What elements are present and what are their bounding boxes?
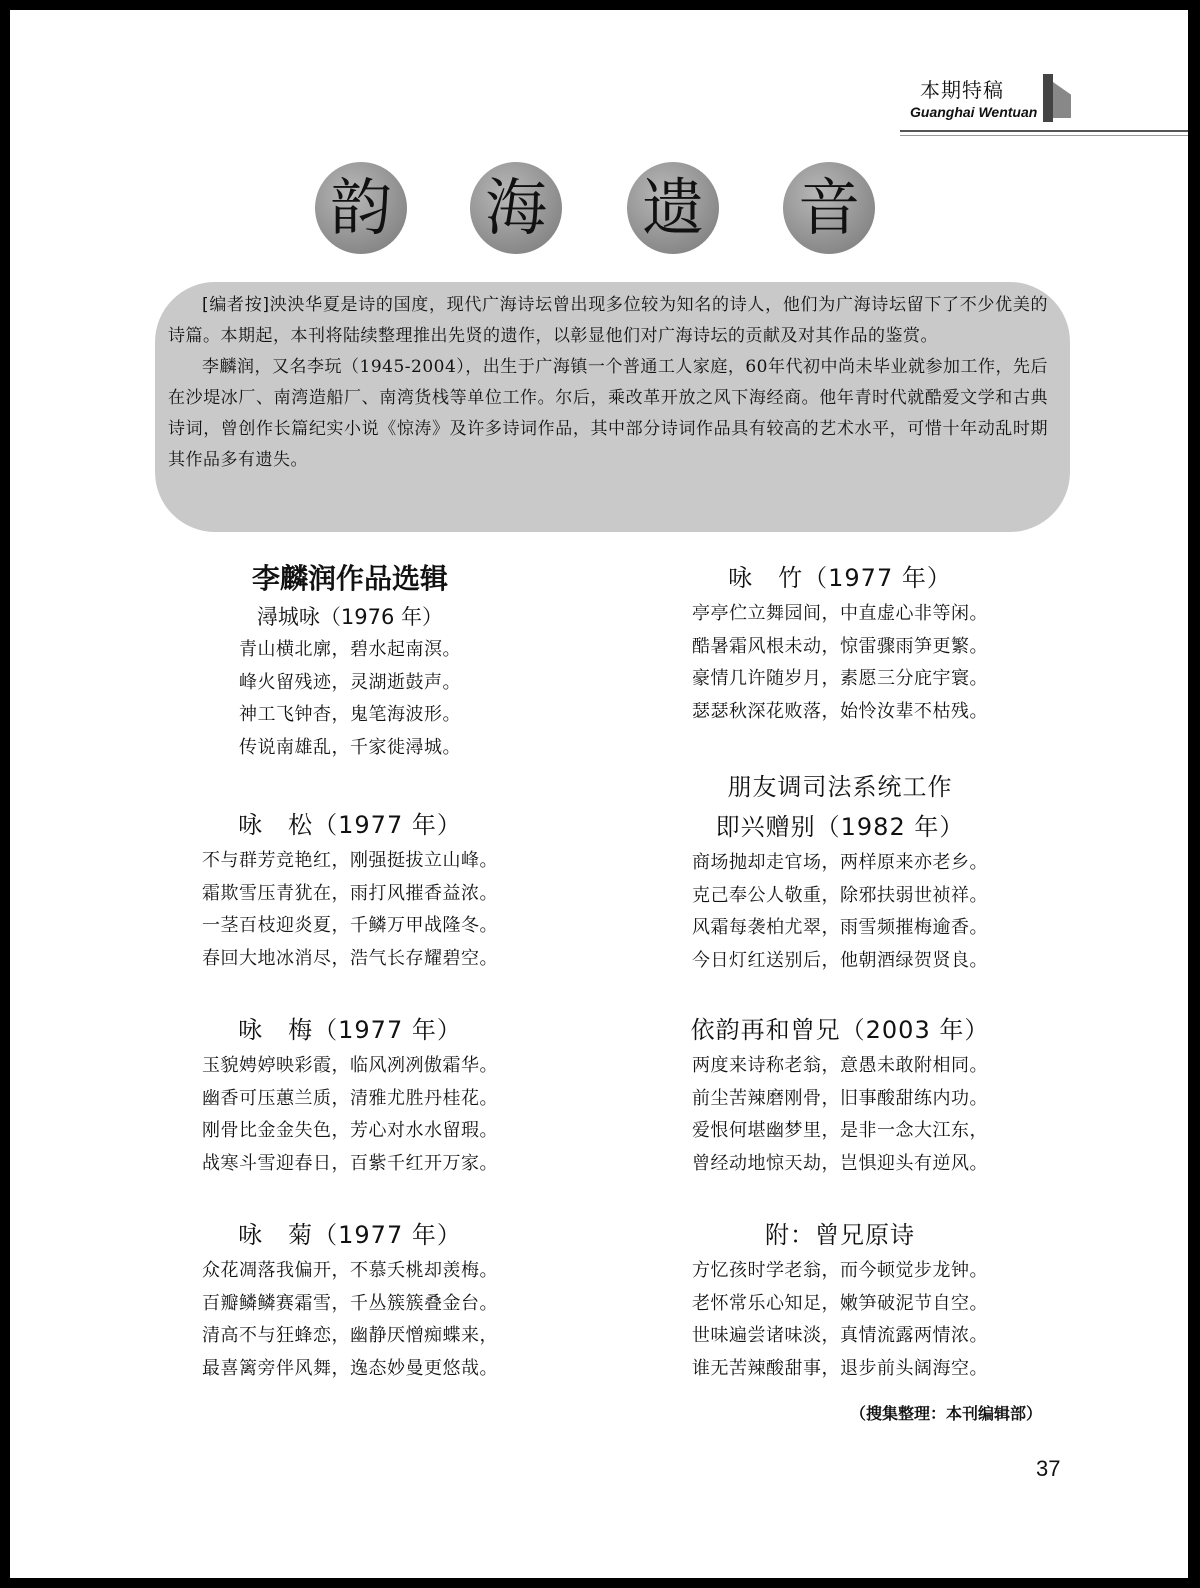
note-paragraph: [168, 352, 1048, 476]
poem-line: 春回大地冰消尽，浩气长存耀碧空。: [202, 947, 498, 969]
poem-line: 克己奉公人敬重，除邪扶弱世祯祥。: [692, 884, 988, 906]
header-rule-thin: [900, 135, 1188, 136]
poem-title: 附：曾兄原诗: [765, 1221, 915, 1249]
poem-line: 老怀常乐心知足，嫩笋破泥节自空。: [692, 1292, 988, 1314]
left-column: [160, 558, 540, 764]
header-flag-icon: [1053, 82, 1071, 118]
collection-title: 李麟润作品选辑: [251, 562, 448, 595]
note-paragraph: [168, 290, 1048, 352]
title-char: 韵: [329, 171, 392, 244]
editor-note: [168, 290, 1048, 476]
magazine-page: [10, 10, 1188, 1578]
title-circle: [627, 162, 719, 254]
poem-block: [650, 1215, 1030, 1385]
poem-block: [650, 767, 1030, 977]
poem-line: 爱恨何堪幽梦里，是非一念大江东，: [692, 1120, 988, 1141]
poem-line: 最喜篱旁伴风舞，逸态妙曼更悠哉。: [202, 1357, 498, 1379]
poem-block: [160, 805, 540, 975]
poem-line: 世味遍尝诸味淡，真情流露两情浓。: [692, 1325, 988, 1346]
poem-line: 一茎百枝迎炎夏，千鳞万甲战隆冬。: [202, 915, 498, 936]
poem-line: 前尘苦辣磨刚骨，旧事酸甜练内功。: [692, 1087, 988, 1109]
title-circle: [470, 162, 562, 254]
poem-block: [160, 1215, 540, 1385]
poem-line: 风霜每袭柏尤翠，雨雪频摧梅逾香。: [692, 917, 988, 938]
header-bar-icon: [1043, 74, 1053, 122]
poem-line: 两度来诗称老翁，意愚未敢附相同。: [692, 1055, 988, 1076]
poem-line: 刚骨比金金失色，芳心对水水留瑕。: [202, 1120, 498, 1141]
poem-line: 清高不与狂蜂恋，幽静厌憎痴蝶来，: [202, 1325, 498, 1346]
poem-line: 不与群芳竞艳红，刚强挺拔立山峰。: [202, 850, 498, 871]
poem-line: 众花凋落我偏开，不慕夭桃却羡梅。: [202, 1260, 498, 1281]
poem-line: 今日灯红送别后，他朝酒绿贺贤良。: [692, 949, 988, 971]
note-text: 泱泱华夏是诗的国度，现代广海诗坛曾出现多位较为知名的诗人，他们为广海诗坛留下了不少优美的诗篇。本期起，本刊将陆续整理推出先贤的遗作，以彰显他们对广海诗坛的贡献及对其作品的鉴赏。: [168, 295, 1049, 346]
poem-block: [160, 1010, 540, 1180]
poem-line: 玉貌娉婷映彩霞，临风冽冽傲霜华。: [202, 1055, 498, 1076]
poem-line: 瑟瑟秋深花败落，始怜汝辈不枯残。: [692, 700, 988, 722]
section-title: 本期特稿: [920, 78, 1004, 102]
poem-line: 谁无苦辣酸甜事，退步前头阔海空。: [692, 1357, 988, 1379]
poem-title-line2: 即兴赠别（1982 年）: [715, 813, 965, 841]
poem-line: 亭亭伫立舞园间，中直虚心非等闲。: [692, 603, 988, 624]
poem-line: 霜欺雪压青犹在，雨打风摧香益浓。: [202, 882, 498, 904]
poem-line: 战寒斗雪迎春日，百紫千红开万家。: [202, 1152, 498, 1174]
poem-line: 峰火留残迹，灵湖逝鼓声。: [239, 671, 461, 693]
poem-line: 神工飞钟杳，鬼笔海波形。: [239, 704, 461, 725]
title-char: 海: [484, 171, 547, 244]
section-header: [910, 68, 1070, 128]
section-subtitle: Guanghai Wentuan: [910, 104, 1038, 120]
title-circle: [783, 162, 875, 254]
author-name: 李麟润: [202, 357, 255, 377]
poem-block: [650, 558, 1030, 728]
poem-line: 曾经动地惊天劫，岂惧迎头有逆风。: [692, 1152, 988, 1174]
title-char: 音: [797, 171, 860, 244]
poem-title: 依韵再和曾兄（2003 年）: [690, 1016, 990, 1044]
poem-title: 咏 竹（1977 年）: [728, 564, 952, 592]
poem-line: 百瓣鳞鳞赛霜雪，千丛簇簇叠金台。: [202, 1292, 498, 1314]
credit-line: （搜集整理：本刊编辑部）: [850, 1404, 1043, 1423]
title-char: 遗: [641, 171, 704, 244]
note-label: [编者按]: [202, 295, 270, 315]
poem-line: 幽香可压蕙兰质，清雅尤胜丹桂花。: [202, 1087, 498, 1109]
poem-block: [650, 1010, 1030, 1180]
poem-line: 青山横北廓，碧水起南溟。: [239, 639, 461, 660]
poem-title: 咏 松（1977 年）: [238, 811, 462, 839]
author-bio: ，又名李玩（1945-2004），出生于广海镇一个普通工人家庭，60年代初中尚未毕业就参加工作，先后在沙堤冰厂、南湾造船厂、南湾货栈等单位工作。尔后，乘改革开放之风下海经商。他年青时代就酷爱文学和古典诗词，曾创作长篇纪实小说《惊涛》及许多诗词作品，其中部分诗词作品具有较高的艺术水平，可惜十年动乱时期其作品多有遗失。: [168, 357, 1049, 470]
poem-line: 豪情几许随岁月，素愿三分庇宇寰。: [692, 668, 988, 689]
poem-title: 朋友调司法系统工作: [727, 773, 953, 801]
poem-title: 咏 菊（1977 年）: [238, 1221, 462, 1249]
page-number: 37: [1036, 1456, 1061, 1481]
poem-title: 潯城咏（1976 年）: [256, 605, 444, 629]
poem-line: 商场抛却走官场，两样原来亦老乡。: [692, 852, 988, 873]
title-circle: [315, 162, 407, 254]
poem-line: 酷暑霜风根未动，惊雷骤雨笋更繁。: [692, 635, 988, 657]
poem-line: 方忆孩时学老翁，而今顿觉步龙钟。: [692, 1260, 988, 1281]
header-rule: [900, 130, 1188, 132]
poem-title: 咏 梅（1977 年）: [238, 1016, 462, 1044]
poem-line: 传说南雄乱，千家徙潯城。: [239, 736, 461, 758]
